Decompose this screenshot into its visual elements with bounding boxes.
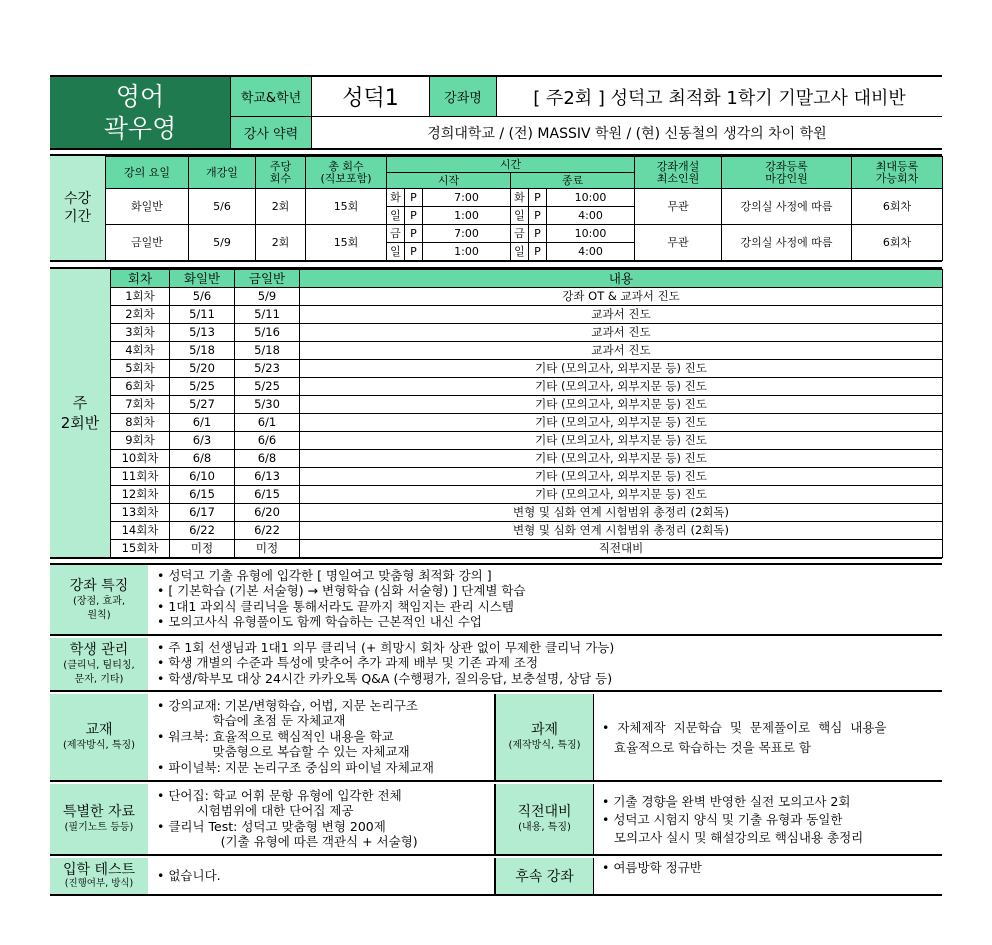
time-end-day: 화: [511, 189, 529, 207]
followup-label: 후속 강좌: [515, 869, 574, 885]
course-label: 강좌명: [429, 77, 497, 116]
schedule-section-label: 수강 기간: [50, 156, 105, 260]
session-tue-date: 5/20: [170, 360, 235, 378]
col-min-people-header: 강좌개설 최소인원: [635, 157, 722, 189]
session-fri-date: 5/11: [235, 306, 300, 324]
session-row: [111, 432, 943, 450]
session-tue-date: 6/3: [170, 432, 235, 450]
session-tue-date: 5/11: [170, 306, 235, 324]
session-tue-date: 미정: [170, 540, 235, 558]
time-start: 7:00: [423, 189, 511, 207]
session-fri-date: 5/25: [235, 378, 300, 396]
list-item: • 파이널북: 지문 논리구조 중심의 파이널 자체교재: [157, 759, 434, 775]
time-end-ampm: P: [529, 225, 547, 243]
time-end: 10:00: [547, 225, 635, 243]
session-content: 기타 (모의고사, 외부지문 등) 진도: [300, 486, 943, 504]
session-row: [111, 396, 943, 414]
bio-label: 강사 약력: [230, 116, 312, 148]
session-tue-date: 6/1: [170, 414, 235, 432]
time-start-day: 화: [387, 189, 405, 207]
col-deadline-header: 강좌등록 마감인원: [722, 157, 852, 189]
session-content: 교과서 진도: [300, 306, 943, 324]
col-end-header: 종료: [511, 173, 635, 189]
time-start: 1:00: [423, 207, 511, 225]
session-tue-date: 6/22: [170, 522, 235, 540]
session-content: 기타 (모의고사, 외부지문 등) 진도: [300, 468, 943, 486]
time-start-day: 일: [387, 243, 405, 261]
session-num: 8회차: [111, 414, 170, 432]
list-item: • 여름방학 정규반: [602, 860, 702, 875]
session-content: 강좌 OT & 교과서 진도: [300, 288, 943, 306]
schedule-weekly: 2회: [256, 189, 306, 225]
session-tue-date: 5/27: [170, 396, 235, 414]
schedule-total: 15회: [306, 189, 387, 225]
session-fri-date: 6/22: [235, 522, 300, 540]
session-row: [111, 522, 943, 540]
session-fri-date: 6/1: [235, 414, 300, 432]
col-time-header: 시간: [387, 157, 635, 173]
session-num-header: 회차: [111, 270, 170, 288]
session-fri-date: 6/20: [235, 504, 300, 522]
features-label: 강좌 특징: [69, 577, 129, 594]
school-label: 학교&학년: [230, 77, 312, 116]
session-num: 7회차: [111, 396, 170, 414]
session-fri-date: 5/23: [235, 360, 300, 378]
special-label-box: [50, 784, 148, 854]
session-fri-date: 5/30: [235, 396, 300, 414]
course-title: [ 주2회 ] 성덕고 최적화 1학기 기말고사 대비반: [533, 87, 906, 109]
schedule-day: 금일반: [106, 225, 189, 261]
session-num: 6회차: [111, 378, 170, 396]
session-row: [111, 306, 943, 324]
session-num: 4회차: [111, 342, 170, 360]
session-fri-date: 6/8: [235, 450, 300, 468]
time-start-ampm: P: [405, 243, 423, 261]
materials-label: 교재: [85, 722, 113, 738]
schedule-day: 화일반: [106, 189, 189, 225]
homework-label: 과제: [530, 722, 559, 738]
session-tue-date: 5/13: [170, 324, 235, 342]
session-content: 기타 (모의고사, 외부지문 등) 진도: [300, 396, 943, 414]
bio-value: 경희대학교 / (전) MASSIV 학원 / (현) 신동철의 생각의 차이 학원: [312, 116, 942, 148]
session-row: [111, 324, 943, 342]
col-day-header: 강의 요일: [106, 157, 189, 189]
session-fri-date: 5/9: [235, 288, 300, 306]
final-prep-sub: (내용, 특징): [518, 822, 571, 833]
session-content: 변형 및 심화 연계 시험범위 총정리 (2회독): [300, 522, 943, 540]
list-item: • 모의고사식 유형풀이도 함께 학습하는 근본적인 내신 수업: [157, 614, 482, 630]
homework-sub: (제작방식, 특징): [508, 740, 581, 751]
entrance-section: [50, 858, 942, 896]
schedule-min-people: 무관: [635, 225, 722, 261]
session-row: [111, 342, 943, 360]
schedule-deadline: 강의실 사정에 따름: [722, 189, 852, 225]
col-start-date-header: 개강일: [189, 157, 256, 189]
session-num: 13회차: [111, 504, 170, 522]
session-row: [111, 360, 943, 378]
schedule-min-people: 무관: [635, 189, 722, 225]
session-content: 교과서 진도: [300, 342, 943, 360]
session-fri-header: 금일반: [235, 270, 300, 288]
session-fri-date: 미정: [235, 540, 300, 558]
school-value: 성덕1: [342, 86, 399, 111]
session-fri-date: 6/13: [235, 468, 300, 486]
features-label-box: [50, 565, 148, 634]
final-prep-list: [602, 793, 937, 847]
schedule-row-tue-1: [106, 189, 943, 207]
session-row: [111, 450, 943, 468]
session-num: 9회차: [111, 432, 170, 450]
entrance-label-box: [50, 858, 148, 894]
management-sub: (클리닉, 팀티칭, 문자, 기타): [63, 660, 135, 685]
list-item: • 자체제작 지문학습 및 문제풀이로 핵심 내용을: [602, 720, 887, 735]
session-content: 기타 (모의고사, 외부지문 등) 진도: [300, 432, 943, 450]
list-item: 시험범위에 대한 단어집 제공: [157, 803, 354, 819]
session-content: 교과서 진도: [300, 324, 943, 342]
schedule-section: [50, 154, 942, 262]
session-tue-date: 5/6: [170, 288, 235, 306]
schedule-start-date: 5/6: [189, 189, 256, 225]
final-prep-label: 직전대비: [517, 804, 572, 820]
session-num: 15회차: [111, 540, 170, 558]
col-max-sessions-header: 최대등록 가능회차: [852, 157, 943, 189]
features-section: [50, 563, 942, 636]
list-item: 학습에 초점 둔 자체교재: [157, 713, 346, 729]
time-end-ampm: P: [529, 189, 547, 207]
schedule-start-date: 5/9: [189, 225, 256, 261]
followup-value: [602, 860, 937, 875]
session-num: 11회차: [111, 468, 170, 486]
list-item: 모의고사 실시 및 해설강의로 핵심내용 총정리: [602, 830, 864, 845]
list-item: • 단어집: 학교 어휘 문항 유형에 입각한 전체: [157, 788, 402, 803]
subject-teacher-box: [50, 77, 230, 148]
session-content: 기타 (모의고사, 외부지문 등) 진도: [300, 378, 943, 396]
list-item: • 주 1회 선생님과 1대1 의무 클리닉 (+ 희망시 회차 상관 없이 무제한 클리닉 가능): [157, 640, 615, 655]
schedule-max-sessions: 6회차: [852, 225, 943, 261]
time-end-ampm: P: [529, 243, 547, 261]
list-item: • 1대1 과외식 클리닉을 통해서라도 끝까지 책임지는 관리 시스템: [157, 598, 514, 614]
list-item: • 학생 개별의 수준과 특성에 맞추어 추가 과제 배부 및 기존 과제 조정: [157, 655, 539, 671]
time-end-ampm: P: [529, 207, 547, 225]
session-tue-date: 6/10: [170, 468, 235, 486]
session-row: [111, 540, 943, 558]
session-content: 직전대비: [300, 540, 943, 558]
time-end: 4:00: [547, 243, 635, 261]
time-end-day: 금: [511, 225, 529, 243]
special-sub: (필기노트 등등): [64, 822, 134, 833]
special-label: 특별한 자료: [62, 804, 136, 820]
management-label: 학생 관리: [69, 642, 129, 658]
session-tue-date: 5/25: [170, 378, 235, 396]
session-tue-date: 6/17: [170, 504, 235, 522]
header-section: [50, 75, 942, 150]
time-end-day: 일: [511, 207, 529, 225]
session-tue-date: 5/18: [170, 342, 235, 360]
materials-label-box: [50, 694, 148, 780]
time-end: 4:00: [547, 207, 635, 225]
session-content: 기타 (모의고사, 외부지문 등) 진도: [300, 414, 943, 432]
materials-section: [50, 694, 942, 782]
list-item: • [ 기본학습 (기본 서술형) → 변형학습 (심화 서술형) ] 단계별 학습: [157, 583, 526, 599]
session-num: 10회차: [111, 450, 170, 468]
time-start: 7:00: [423, 225, 511, 243]
list-item: 효율적으로 학습하는 것을 목표로 함: [602, 740, 811, 755]
schedule-max-sessions: 6회차: [852, 189, 943, 225]
teacher-name: 곽우영: [103, 113, 177, 143]
col-weekly-header: 주당 회수: [256, 157, 306, 189]
time-start-ampm: P: [405, 207, 423, 225]
session-tue-date: 6/15: [170, 486, 235, 504]
session-content-header: 내용: [300, 270, 943, 288]
list-item: • 강의교재: 기본/변형학습, 어법, 지문 논리구조: [157, 698, 418, 713]
list-item: • 클리닉 Test: 성덕고 맞춤형 변형 200제: [157, 818, 386, 834]
materials-list: [157, 698, 542, 775]
session-content: 기타 (모의고사, 외부지문 등) 진도: [300, 450, 943, 468]
col-start-header: 시작: [387, 173, 511, 189]
sessions-section-label: 주 2회반: [50, 269, 110, 557]
session-content: 변형 및 심화 연계 시험범위 총정리 (2회독): [300, 504, 943, 522]
sessions-table: [110, 269, 943, 558]
materials-sub: (제작방식, 특징): [62, 740, 136, 751]
special-section: [50, 784, 942, 856]
session-fri-date: 5/18: [235, 342, 300, 360]
entrance-value: [157, 868, 487, 883]
time-end-day: 일: [511, 243, 529, 261]
time-end: 10:00: [547, 189, 635, 207]
entrance-sub: (진행여부, 방식): [64, 878, 134, 889]
features-sub: (장점, 효과, 원칙): [72, 595, 126, 621]
time-start-ampm: P: [405, 225, 423, 243]
time-start-day: 일: [387, 207, 405, 225]
session-tue-header: 화일반: [170, 270, 235, 288]
session-row: [111, 504, 943, 522]
list-item: • 워크북: 효율적으로 핵심적인 내용을 학교: [157, 728, 394, 744]
homework-list: [602, 718, 937, 758]
session-fri-date: 6/15: [235, 486, 300, 504]
session-row: [111, 414, 943, 432]
management-label-box: [50, 638, 148, 690]
sessions-section: [50, 267, 942, 559]
list-item: • 기출 경향을 완벽 반영한 실전 모의고사 2회: [602, 794, 851, 809]
list-item: (기출 유형에 따른 객관식 + 서술형): [157, 834, 418, 850]
session-num: 12회차: [111, 486, 170, 504]
management-section: [50, 638, 942, 692]
session-fri-date: 5/16: [235, 324, 300, 342]
final-prep-label-box: [494, 784, 594, 854]
schedule-total: 15회: [306, 225, 387, 261]
session-row: [111, 486, 943, 504]
session-row: [111, 288, 943, 306]
list-item: • 성덕고 시험지 양식 및 기출 유형과 동일한: [602, 812, 843, 827]
session-content: 기타 (모의고사, 외부지문 등) 진도: [300, 360, 943, 378]
entrance-label: 입학 테스트: [62, 862, 136, 878]
session-row: [111, 378, 943, 396]
features-list: [157, 568, 937, 630]
session-num: 3회차: [111, 324, 170, 342]
time-start-day: 금: [387, 225, 405, 243]
list-item: • 없습니다.: [157, 868, 221, 883]
list-item: • 성덕고 기출 유형에 입각한 [ 명일여고 맞춤형 최적화 강의 ]: [157, 568, 492, 583]
special-list: [157, 788, 542, 850]
session-fri-date: 6/6: [235, 432, 300, 450]
schedule-weekly: 2회: [256, 225, 306, 261]
list-item: 맞춤형으로 복습할 수 있는 자체교재: [157, 744, 410, 760]
schedule-table: [105, 156, 943, 261]
time-start: 1:00: [423, 243, 511, 261]
management-list: [157, 640, 937, 686]
session-num: 14회차: [111, 522, 170, 540]
col-total-header: 총 회수 (직보포함): [306, 157, 387, 189]
followup-label-box: [494, 858, 594, 894]
session-num: 1회차: [111, 288, 170, 306]
time-start-ampm: P: [405, 189, 423, 207]
session-tue-date: 6/8: [170, 450, 235, 468]
schedule-deadline: 강의실 사정에 따름: [722, 225, 852, 261]
subject-label: 영어: [115, 81, 165, 111]
list-item: • 학생/학부모 대상 24시간 카카오톡 Q&A (수행평가, 질의응답, 보충설명, 상담 등): [157, 670, 613, 686]
schedule-row-fri-1: [106, 225, 943, 243]
session-row: [111, 468, 943, 486]
homework-label-box: [494, 694, 594, 780]
session-num: 2회차: [111, 306, 170, 324]
session-num: 5회차: [111, 360, 170, 378]
